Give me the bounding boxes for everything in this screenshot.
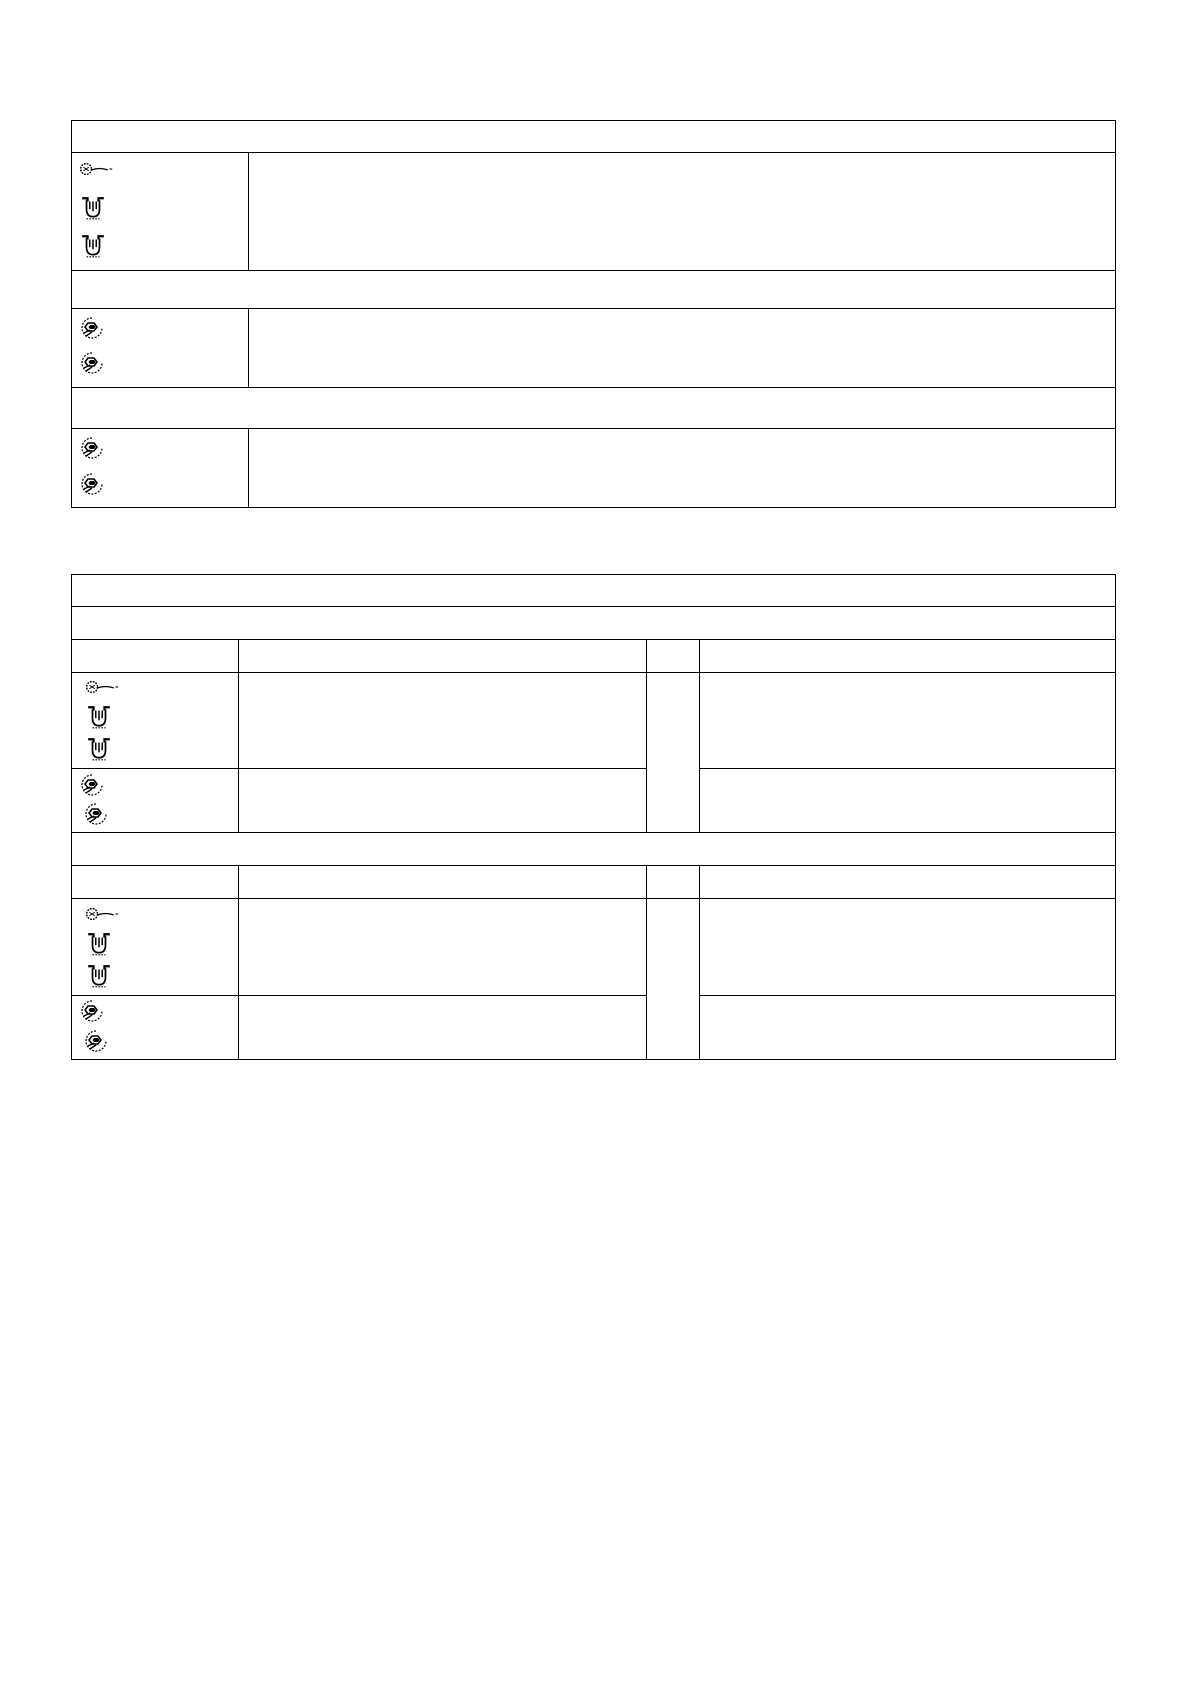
table-1-section-rule <box>71 308 1116 309</box>
table-1-section-rule <box>71 270 1116 271</box>
table-1-title-rule <box>71 152 1116 153</box>
wrench-nut-icon <box>84 802 108 826</box>
table-2-row-rule <box>71 768 646 769</box>
table-2-column-divider <box>238 639 239 832</box>
faucet-icon <box>80 233 106 259</box>
table-2-row-rule <box>71 995 646 996</box>
wrench-nut-icon <box>80 999 104 1023</box>
table-1-section-rule <box>71 387 1116 388</box>
wrench-nut-icon <box>80 316 104 340</box>
table-1-section-rule <box>71 428 1116 429</box>
wrench-nut-icon <box>80 472 104 496</box>
table-2-column-divider <box>699 865 700 1060</box>
table-2-column-divider <box>646 639 647 832</box>
wrench-nut-icon <box>80 436 104 460</box>
table-2-header-rule <box>71 898 1116 899</box>
faucet-icon <box>86 736 112 762</box>
pipe-spray-icon <box>78 160 114 178</box>
table-1 <box>71 120 1116 508</box>
wrench-nut-icon <box>84 1029 108 1053</box>
table-2-column-divider <box>238 865 239 1060</box>
table-2-section-rule <box>71 832 1116 833</box>
table-1-column-divider <box>248 152 249 270</box>
table-2-column-divider <box>646 865 647 1060</box>
table-2-column-divider <box>699 639 700 832</box>
faucet-icon <box>86 963 112 989</box>
pipe-spray-icon <box>84 905 120 923</box>
table-2-row-rule <box>699 768 1116 769</box>
table-2-row-rule <box>699 995 1116 996</box>
table-2-title-rule <box>71 606 1116 607</box>
table-2-header-rule <box>71 672 1116 673</box>
table-1-column-divider <box>248 308 249 387</box>
pipe-spray-icon <box>84 678 120 696</box>
faucet-icon <box>86 931 112 957</box>
table-1-column-divider <box>248 428 249 508</box>
faucet-icon <box>86 704 112 730</box>
table-2 <box>71 574 1116 1060</box>
wrench-nut-icon <box>80 351 104 375</box>
wrench-nut-icon <box>80 773 104 797</box>
table-2-section-rule <box>71 639 1116 640</box>
faucet-icon <box>80 195 106 221</box>
table-2-section-rule <box>71 865 1116 866</box>
